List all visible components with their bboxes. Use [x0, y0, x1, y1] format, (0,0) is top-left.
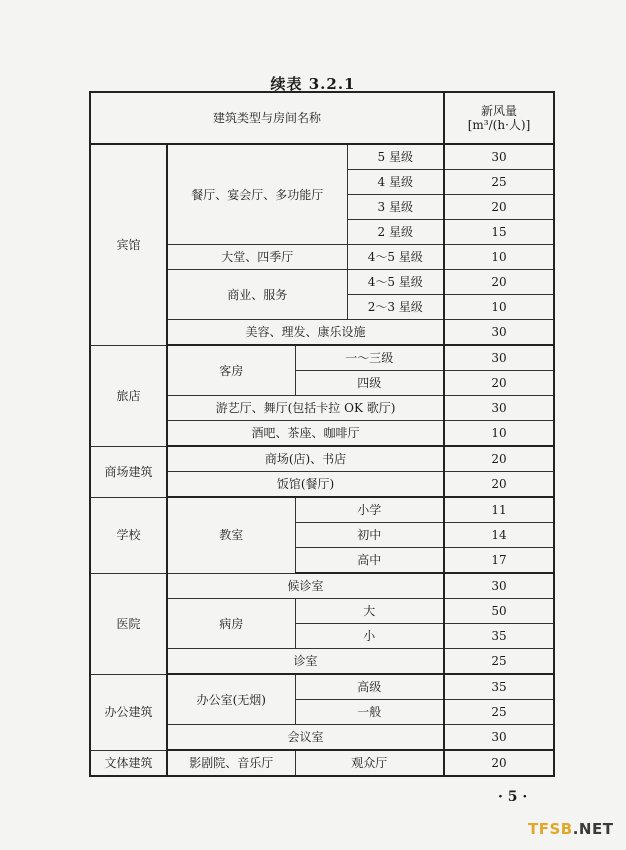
value-cell: 20: [444, 371, 554, 396]
grade-cell: 大: [295, 599, 444, 624]
value-cell: 30: [444, 573, 554, 599]
grade-cell: 一般: [295, 700, 444, 725]
value-cell: 50: [444, 599, 554, 624]
room-bar: 酒吧、茶座、咖啡厅: [167, 421, 444, 447]
room-beauty: 美容、理发、康乐设施: [167, 320, 444, 346]
watermark-suffix: .NET: [572, 820, 614, 838]
category-inn: 旅店: [90, 345, 167, 446]
value-cell: 25: [444, 649, 554, 675]
value-cell: 15: [444, 220, 554, 245]
grade-cell: 3 星级: [347, 195, 444, 220]
table-row: [90, 750, 554, 776]
grade-cell: 一～三级: [295, 345, 444, 371]
table-row: [90, 144, 554, 170]
category-school: 学校: [90, 497, 167, 573]
grade-cell: 4 星级: [347, 170, 444, 195]
table-row: [90, 573, 554, 599]
value-cell: 30: [444, 345, 554, 371]
room-store: 商场(店)、书店: [167, 446, 444, 472]
value-cell: 20: [444, 270, 554, 295]
grade-cell: 高级: [295, 674, 444, 700]
grade-cell: 4～5 星级: [347, 245, 444, 270]
header-value-title: 新风量: [481, 104, 518, 118]
watermark-brand: TFSB: [528, 820, 573, 838]
grade-cell: 2～3 星级: [347, 295, 444, 320]
value-cell: 30: [444, 396, 554, 421]
grade-cell: 小: [295, 624, 444, 649]
header-value-cell: [444, 92, 554, 144]
table-title: 续表 3.2.1: [270, 75, 356, 93]
room-restaurant: 饭馆(餐厅): [167, 472, 444, 498]
header-value-unit: [m³/(h·人)]: [467, 118, 531, 132]
fresh-air-table: [89, 91, 555, 777]
value-cell: 10: [444, 295, 554, 320]
value-cell: 20: [444, 195, 554, 220]
grade-cell: 2 星级: [347, 220, 444, 245]
room-game-hall: 游艺厅、舞厅(包括卡拉 OK 歌厅): [167, 396, 444, 421]
table-row: [90, 446, 554, 472]
category-hotel: 宾馆: [90, 144, 167, 345]
room-ward: 病房: [167, 599, 295, 649]
value-cell: 25: [444, 170, 554, 195]
value-cell: 30: [444, 320, 554, 346]
grade-cell: 5 星级: [347, 144, 444, 170]
grade-cell: 观众厅: [295, 750, 444, 776]
value-cell: 20: [444, 446, 554, 472]
room-office: 办公室(无烟): [167, 674, 295, 725]
room-classroom: 教室: [167, 497, 295, 573]
table-row: [90, 497, 554, 523]
room-commerce: 商业、服务: [167, 270, 347, 320]
room-restaurant-banquet: 餐厅、宴会厅、多功能厅: [167, 144, 347, 245]
value-cell: 14: [444, 523, 554, 548]
grade-cell: 四级: [295, 371, 444, 396]
value-cell: 35: [444, 674, 554, 700]
page-number: · 5 ·: [498, 789, 528, 805]
table-header-row: [90, 92, 554, 144]
grade-cell: 小学: [295, 497, 444, 523]
category-culture: 文体建筑: [90, 750, 167, 776]
grade-cell: 4～5 星级: [347, 270, 444, 295]
grade-cell: 初中: [295, 523, 444, 548]
value-cell: 20: [444, 750, 554, 776]
category-office: 办公建筑: [90, 674, 167, 750]
value-cell: 35: [444, 624, 554, 649]
table-row: [90, 345, 554, 371]
room-meeting: 会议室: [167, 725, 444, 751]
room-lobby: 大堂、四季厅: [167, 245, 347, 270]
value-cell: 20: [444, 472, 554, 498]
room-guest: 客房: [167, 345, 295, 396]
value-cell: 10: [444, 421, 554, 447]
value-cell: 10: [444, 245, 554, 270]
room-waiting: 候诊室: [167, 573, 444, 599]
table-row: [90, 674, 554, 700]
category-mall: 商场建筑: [90, 446, 167, 497]
value-cell: 30: [444, 725, 554, 751]
value-cell: 30: [444, 144, 554, 170]
value-cell: 17: [444, 548, 554, 574]
room-theater: 影剧院、音乐厅: [167, 750, 295, 776]
site-watermark-logo: [528, 820, 613, 838]
category-hospital: 医院: [90, 573, 167, 674]
value-cell: 11: [444, 497, 554, 523]
grade-cell: 高中: [295, 548, 444, 574]
room-clinic: 诊室: [167, 649, 444, 675]
value-cell: 25: [444, 700, 554, 725]
header-name-cell: 建筑类型与房间名称: [90, 92, 444, 144]
